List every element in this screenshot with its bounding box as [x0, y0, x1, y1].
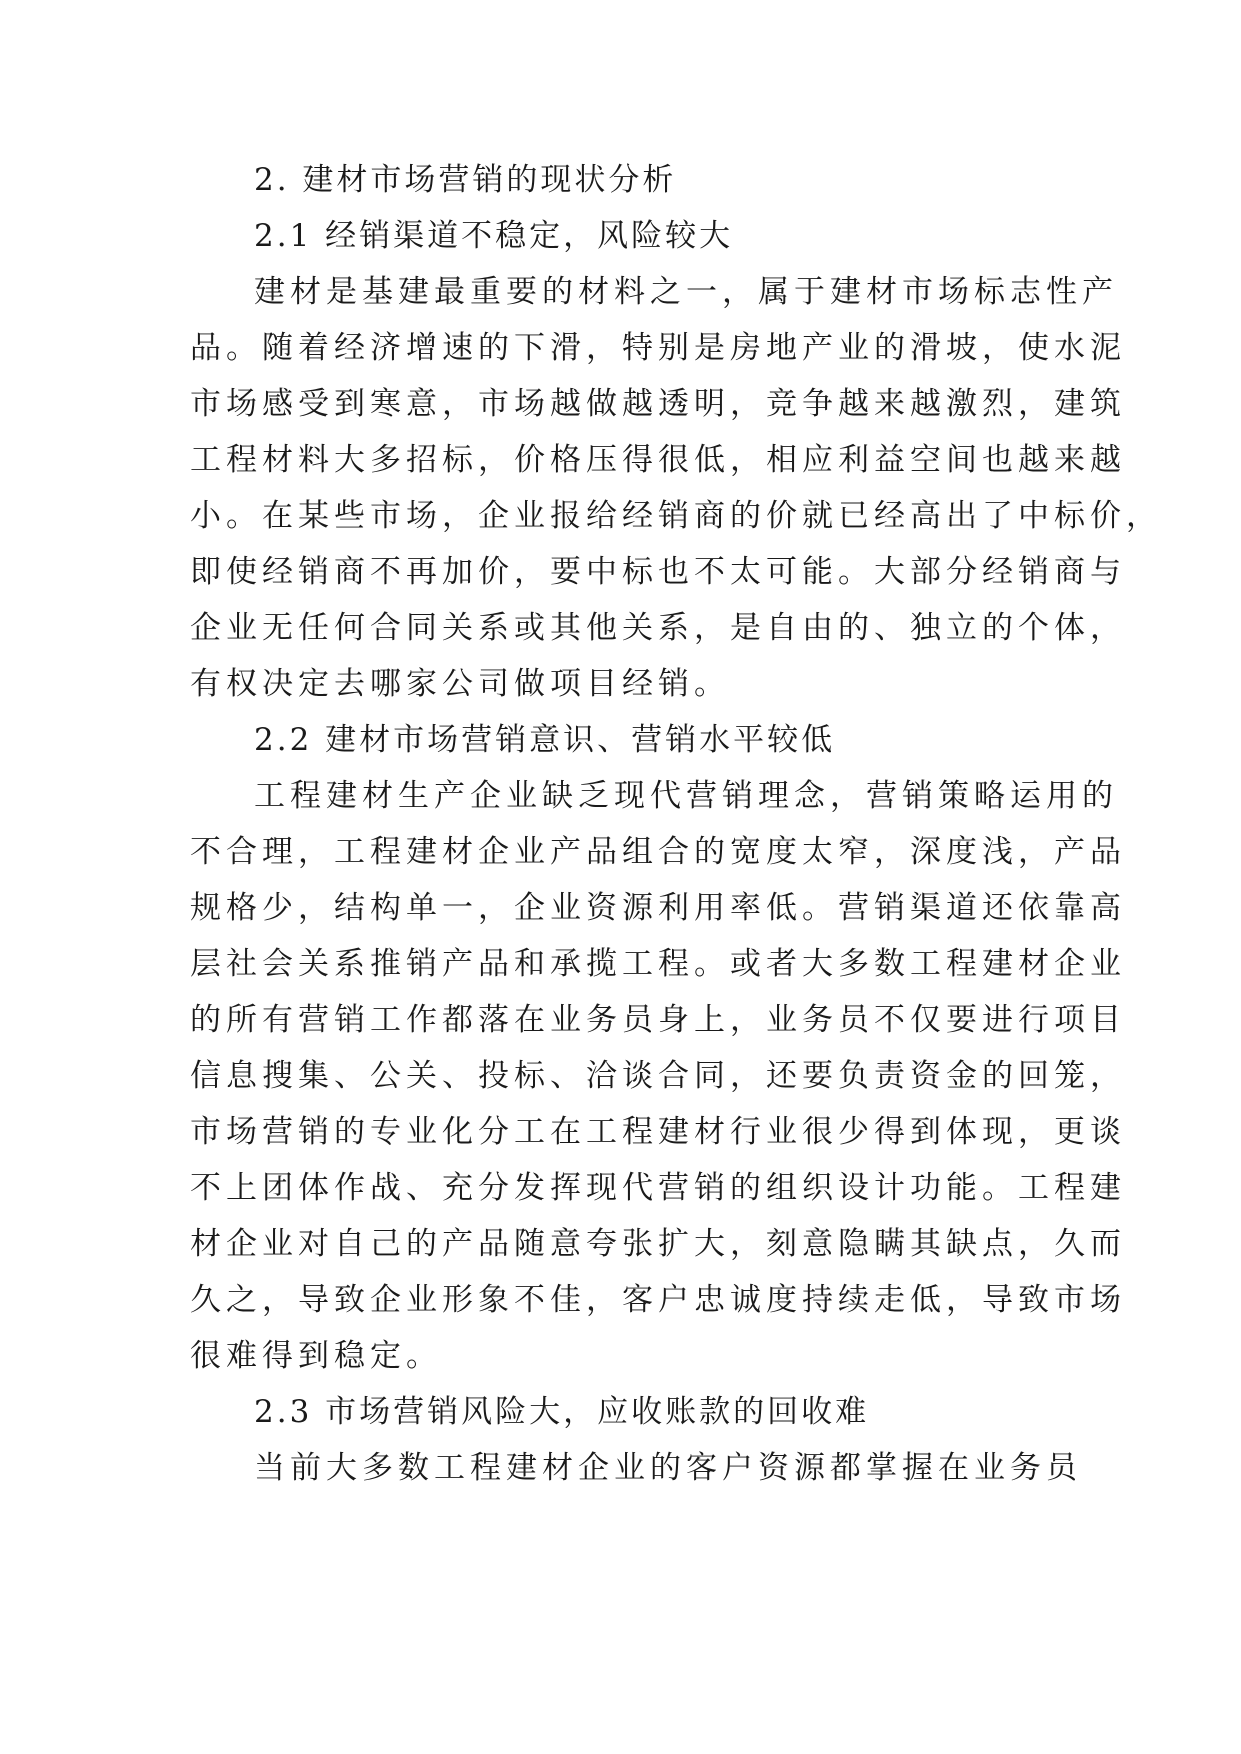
- section-heading: 2. 建材市场营销的现状分析: [254, 162, 677, 198]
- subsection-heading: 2.3 市场营销风险大，应收账款的回收难: [254, 1394, 870, 1430]
- subsection-heading: 2.2 建材市场营销意识、营销水平较低: [254, 722, 836, 758]
- text-line: 规格少，结构单一，企业资源利用率低。营销渠道还依靠高: [190, 890, 1126, 926]
- text-line: 工程建材生产企业缺乏现代营销理念，营销策略运用的: [254, 778, 1118, 814]
- text-line: 市场感受到寒意，市场越做越透明，竞争越来越激烈，建筑: [190, 386, 1126, 422]
- text-line: 工程材料大多招标，价格压得很低，相应利益空间也越来越: [190, 442, 1126, 478]
- document-body: [190, 152, 1162, 1496]
- text-line: 材企业对自己的产品随意夸张扩大，刻意隐瞒其缺点，久而: [190, 1226, 1126, 1262]
- text-line: 品。随着经济增速的下滑，特别是房地产业的滑坡，使水泥: [190, 330, 1126, 366]
- text-line: 很难得到稳定。: [190, 1338, 442, 1374]
- paragraph: [190, 768, 1126, 1384]
- paragraph: [190, 1440, 1082, 1496]
- text-line: 层社会关系推销产品和承揽工程。或者大多数工程建材企业: [190, 946, 1126, 982]
- text-line: 当前大多数工程建材企业的客户资源都掌握在业务员: [254, 1450, 1082, 1486]
- text-line: 市场营销的专业化分工在工程建材行业很少得到体现，更谈: [190, 1114, 1126, 1150]
- paragraph: [190, 264, 1162, 712]
- text-line: 不上团体作战、充分发挥现代营销的组织设计功能。工程建: [190, 1170, 1126, 1206]
- text-line: 有权决定去哪家公司做项目经销。: [190, 666, 730, 702]
- text-line: 不合理，工程建材企业产品组合的宽度太窄，深度浅，产品: [190, 834, 1126, 870]
- text-line: 企业无任何合同关系或其他关系，是自由的、独立的个体，: [190, 610, 1126, 646]
- text-line: 久之，导致企业形象不佳，客户忠诚度持续走低，导致市场: [190, 1282, 1126, 1318]
- text-line: 建材是基建最重要的材料之一，属于建材市场标志性产: [254, 274, 1118, 310]
- text-line: 即使经销商不再加价，要中标也不太可能。大部分经销商与: [190, 554, 1126, 590]
- text-line: 小。在某些市场，企业报给经销商的价就已经高出了中标价，: [190, 498, 1162, 534]
- subsection-heading: 2.1 经销渠道不稳定，风险较大: [254, 218, 734, 254]
- text-line: 的所有营销工作都落在业务员身上，业务员不仅要进行项目: [190, 1002, 1126, 1038]
- text-line: 信息搜集、公关、投标、洽谈合同，还要负责资金的回笼，: [190, 1058, 1126, 1094]
